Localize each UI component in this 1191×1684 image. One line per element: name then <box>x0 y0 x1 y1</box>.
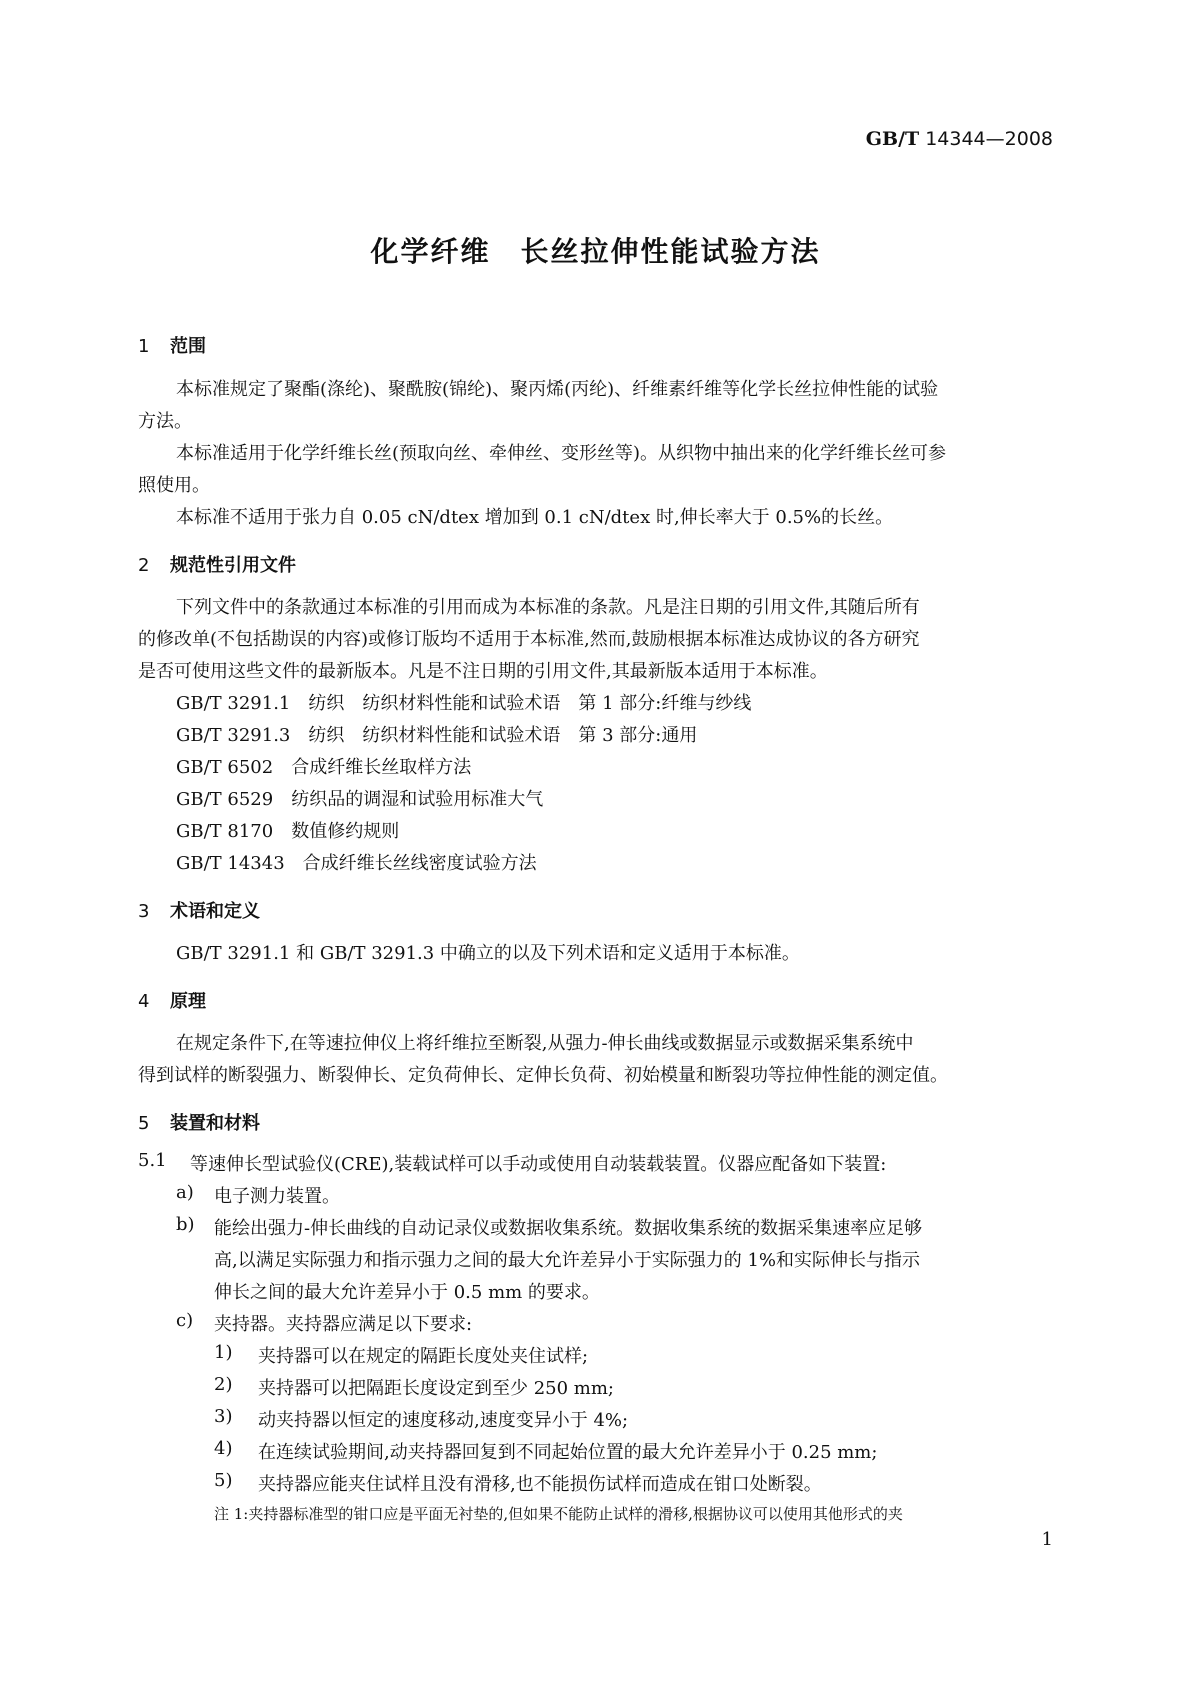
section-title: 原理 <box>170 991 206 1012</box>
item-c-label: c) <box>176 1310 194 1331</box>
section-title: 装置和材料 <box>170 1113 260 1134</box>
reference-item: GB/T 14343 合成纤维长丝线密度试验方法 <box>176 853 537 874</box>
section-5-heading <box>138 1109 260 1135</box>
subitem-1-text: 夹持器可以在规定的隔距长度处夹住试样; <box>258 1346 589 1367</box>
section-number: 5 <box>138 1113 150 1134</box>
subitem-5-text: 夹持器应能夹住试样且没有滑移,也不能损伤试样而造成在钳口处断裂。 <box>258 1474 822 1495</box>
standard-code: 14344—2008 <box>925 128 1053 150</box>
section-title: 范围 <box>170 336 206 357</box>
scope-line-1: 本标准规定了聚酯(涤纶)、聚酰胺(锦纶)、聚丙烯(丙纶)、纤维素纤维等化学长丝拉伸性能的试验 <box>176 379 939 400</box>
principle-line-1: 在规定条件下,在等速拉伸仪上将纤维拉至断裂,从强力-伸长曲线或数据显示或数据采集系统中 <box>176 1033 914 1054</box>
reference-item: GB/T 8170 数值修约规则 <box>176 821 400 842</box>
principle-line-2: 得到试样的断裂强力、断裂伸长、定负荷伸长、定伸长负荷、初始模量和断裂功等拉伸性能的测定值。 <box>138 1065 948 1086</box>
terms-line-1: GB/T 3291.1 和 GB/T 3291.3 中确立的以及下列术语和定义适用于本标准。 <box>176 943 800 964</box>
clause-5-1-number: 5.1 <box>138 1150 167 1171</box>
subitem-3-label: 3) <box>214 1406 233 1427</box>
reference-item: GB/T 3291.1 纺织 纺织材料性能和试验术语 第 1 部分:纤维与纱线 <box>176 693 752 714</box>
subitem-1-label: 1) <box>214 1342 233 1363</box>
clause-5-1-text: 等速伸长型试验仪(CRE),装载试样可以手动或使用自动装载装置。仪器应配备如下装置: <box>190 1154 887 1175</box>
section-2-heading <box>138 551 296 577</box>
section-number: 1 <box>138 336 150 357</box>
item-a-label: a) <box>176 1182 194 1203</box>
document-title: 化学纤维 长丝拉伸性能试验方法 <box>370 235 821 268</box>
subitem-2-text: 夹持器可以把隔距长度设定到至少 250 mm; <box>258 1378 614 1399</box>
standard-number <box>866 128 1053 150</box>
refs-intro-line-3: 是否可使用这些文件的最新版本。凡是不注日期的引用文件,其最新版本适用于本标准。 <box>138 661 828 682</box>
reference-item: GB/T 6502 合成纤维长丝取样方法 <box>176 757 472 778</box>
item-b-label: b) <box>176 1214 195 1235</box>
subitem-3-text: 动夹持器以恒定的速度移动,速度变异小于 4%; <box>258 1410 629 1431</box>
item-a-text: 电子测力装置。 <box>214 1186 340 1207</box>
scope-line-3: 本标准适用于化学纤维长丝(预取向丝、牵伸丝、变形丝等)。从织物中抽出来的化学纤维长丝可参 <box>176 443 947 464</box>
standard-prefix: GB/T <box>865 128 920 150</box>
scope-line-4: 照使用。 <box>138 475 210 496</box>
reference-item: GB/T 6529 纺织品的调湿和试验用标准大气 <box>176 789 544 810</box>
item-b-line-1: 能绘出强力-伸长曲线的自动记录仪或数据收集系统。数据收集系统的数据采集速率应足够 <box>214 1218 923 1239</box>
section-number: 3 <box>138 901 150 922</box>
section-1-heading <box>138 332 206 358</box>
section-title: 规范性引用文件 <box>170 555 296 576</box>
subitem-5-label: 5) <box>214 1470 233 1491</box>
section-3-heading <box>138 897 260 923</box>
section-number: 4 <box>138 991 150 1012</box>
section-number: 2 <box>138 555 150 576</box>
refs-intro-line-2: 的修改单(不包括勘误的内容)或修订版均不适用于本标准,然而,鼓励根据本标准达成协议的各方研究 <box>138 629 920 650</box>
reference-item: GB/T 3291.3 纺织 纺织材料性能和试验术语 第 3 部分:通用 <box>176 725 698 746</box>
section-4-heading <box>138 987 206 1013</box>
subitem-4-text: 在连续试验期间,动夹持器回复到不同起始位置的最大允许差异小于 0.25 mm; <box>258 1442 878 1463</box>
item-c-text: 夹持器。夹持器应满足以下要求: <box>214 1314 473 1335</box>
item-b-line-3: 伸长之间的最大允许差异小于 0.5 mm 的要求。 <box>214 1282 600 1303</box>
page-number: 1 <box>1041 1529 1053 1550</box>
note-1: 注 1:夹持器标准型的钳口应是平面无衬垫的,但如果不能防止试样的滑移,根据协议可以使用其他形式的夹 <box>214 1505 903 1523</box>
subitem-2-label: 2) <box>214 1374 233 1395</box>
item-b-line-2: 高,以满足实际强力和指示强力之间的最大允许差异小于实际强力的 1%和实际伸长与指示 <box>214 1250 920 1271</box>
refs-intro-line-1: 下列文件中的条款通过本标准的引用而成为本标准的条款。凡是注日期的引用文件,其随后所有 <box>176 597 920 618</box>
subitem-4-label: 4) <box>214 1438 233 1459</box>
scope-line-5: 本标准不适用于张力自 0.05 cN/dtex 增加到 0.1 cN/dtex 时,伸长率大于 0.5%的长丝。 <box>176 507 894 528</box>
scope-line-2: 方法。 <box>138 411 192 432</box>
section-title: 术语和定义 <box>170 901 260 922</box>
